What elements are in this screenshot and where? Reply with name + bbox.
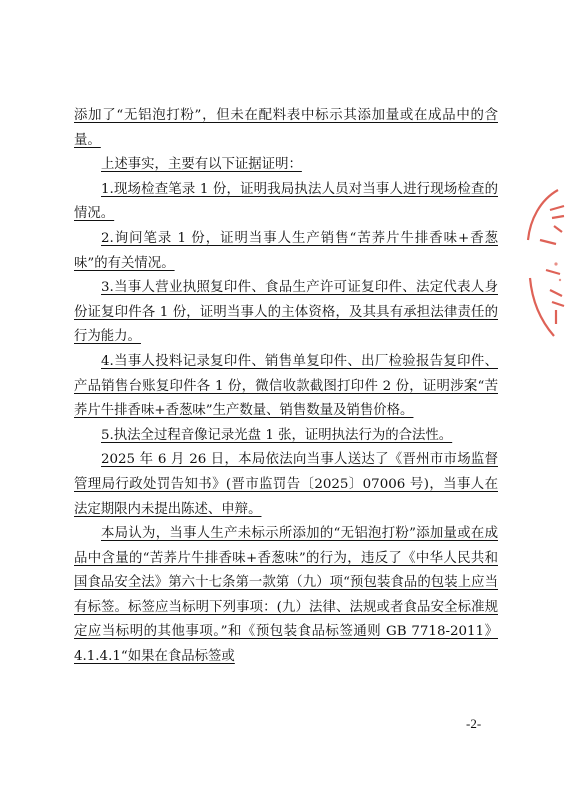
page-number: -2- bbox=[466, 716, 482, 731]
paragraph-2 bbox=[74, 153, 498, 178]
evidence-item-3-text: 3.当事人营业执照复印件、食品生产许可证复印件、法定代表人身份证复印件各 1 份，证明当事人的主体资格，及其具有承担法律责任的行为能力。 bbox=[74, 280, 498, 345]
evidence-item-5 bbox=[74, 424, 498, 449]
paragraph-1-text: 添加了“无铝泡打粉”，但未在配料表中标示其添加量或在成品中的含量。 bbox=[74, 108, 498, 148]
notice-paragraph bbox=[74, 448, 498, 522]
paragraph-2-text: 上述事实，主要有以下证据证明： bbox=[101, 157, 302, 173]
evidence-item-1 bbox=[74, 178, 498, 227]
evidence-item-5-text: 5.执法全过程音像记录光盘 1 张，证明执法行为的合法性。 bbox=[101, 427, 453, 443]
notice-paragraph-text: 2025 年 6 月 26 日，本局依法向当事人送达了《晋州市市场监督管理局行政处罚告知书》(晋市监罚告〔2025〕07006 号)，当事人在法定期限内未提出陈述、申辩。 bbox=[74, 452, 498, 517]
evidence-item-4-text: 4.当事人投料记录复印件、销售单复印件、出厂检验报告复印件、产品销售台账复印件各 1 份，微信收款截图打印件 2 份，证明涉案“苦荞片牛排香味+香葱味”生产数量、销售数量及销售价格。 bbox=[74, 353, 498, 419]
paragraph-1 bbox=[74, 104, 498, 153]
opinion-paragraph-text: 本局认为，当事人生产未标示所添加的“无铝泡打粉”添加量或在成品中含量的“苦荞片牛排香味+香葱味”的行为，违反了《中华人民共和国食品安全法》第六十七条第一款第（九）项“预包装食品的包装上应当有标签。标签应当标明下列事项：(九）法律、法规或者食品安全标准规定应当标明的其他事项。”和《预包装食品标签通则 GB 7718-2011》4.1.4.1“如果在食品标签或 bbox=[74, 526, 498, 665]
evidence-item-2-text: 2.询问笔录 1 份，证明当事人生产销售“苦荞片牛排香味+香葱味”的有关情况。 bbox=[74, 230, 498, 271]
evidence-item-3 bbox=[74, 276, 498, 350]
evidence-item-2 bbox=[74, 227, 498, 276]
evidence-item-4 bbox=[74, 350, 498, 424]
red-seal-stamp bbox=[510, 170, 566, 370]
seal-graphic bbox=[510, 170, 566, 370]
opinion-paragraph bbox=[74, 522, 498, 670]
evidence-item-1-text: 1.现场检查笔录 1 份，证明我局执法人员对当事人进行现场检查的情况。 bbox=[74, 181, 498, 222]
document-body bbox=[74, 104, 498, 670]
